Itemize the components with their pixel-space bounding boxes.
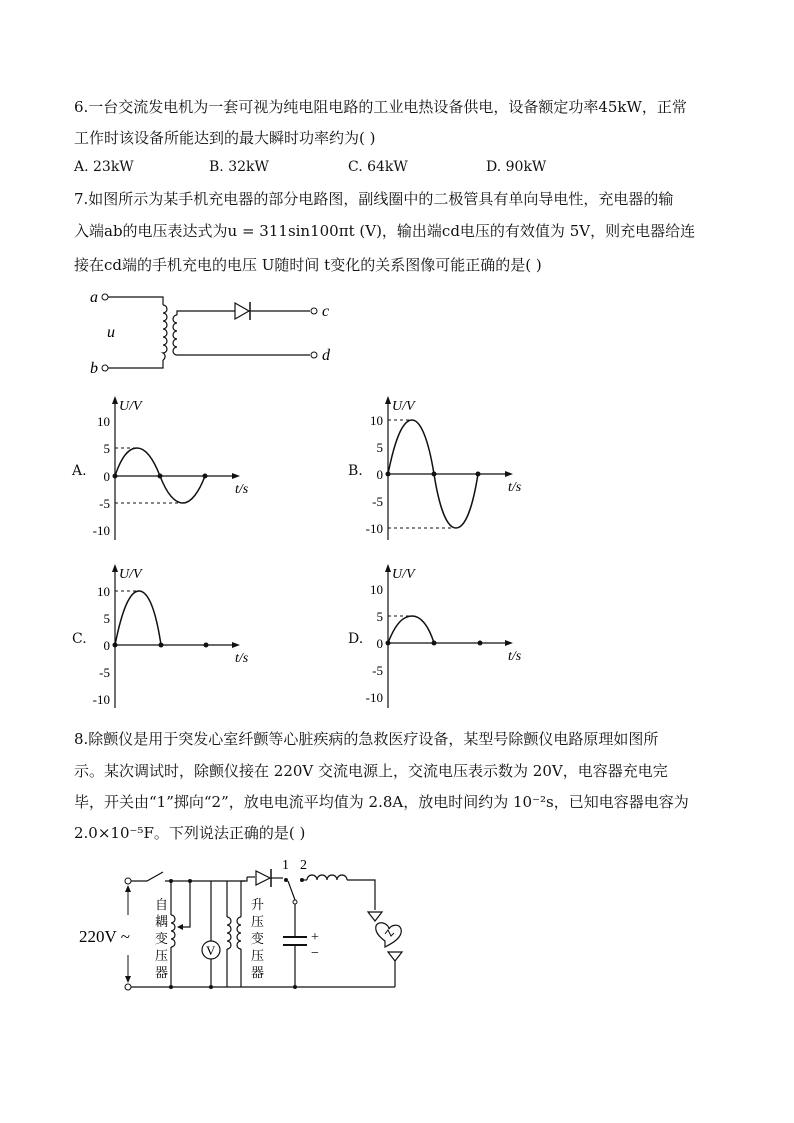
inductor-coil <box>307 875 347 880</box>
q8-line1: 8.除颤仪是用于突发心室纤颤等心脏疾病的急救医疗设备，某型号除颤仪电路原理如图所 <box>74 730 659 748</box>
q8-line4: 2.0×10⁻⁵F。下列说法正确的是( ) <box>74 824 306 842</box>
terminal-b <box>102 365 108 371</box>
graph-b-tick-5: 5 <box>376 440 383 455</box>
q6-option-a: A. 23kW <box>74 159 134 175</box>
svg-text:变: 变 <box>155 931 169 946</box>
input-switch <box>131 872 163 881</box>
terminal-b-label: b <box>90 360 98 377</box>
graph-a <box>85 392 265 547</box>
graph-a-tick-neg5: -5 <box>99 496 110 511</box>
terminal-d <box>311 352 317 358</box>
terminal-a-label: a <box>90 289 98 306</box>
svg-text:耦: 耦 <box>155 914 169 929</box>
svg-text:压: 压 <box>251 948 265 963</box>
graph-b-letter: B. <box>348 463 363 479</box>
q6-option-c: C. 64kW <box>348 159 408 175</box>
svg-text:变: 变 <box>251 931 265 946</box>
graph-c-tick-0: 0 <box>103 638 110 653</box>
graph-a-ylabel: U/V <box>119 399 142 414</box>
step-up-primary-coil <box>227 917 231 949</box>
graph-d-tick-neg10: -10 <box>365 690 383 705</box>
graph-c-xlabel: t/s <box>235 651 249 666</box>
graph-a-tick-neg10: -10 <box>92 523 110 538</box>
switch-pos-1: 1 <box>282 858 289 873</box>
q7-line2: 入端ab的电压表达式为u = 311sin100πt (V)，输出端cd电压的有效值为 5V，则充电器给连 <box>74 222 696 240</box>
svg-text:器: 器 <box>155 965 169 980</box>
q7-line3: 接在cd端的手机充电的电压 U随时间 t变化的关系图像可能正确的是( ) <box>74 256 542 274</box>
graph-d-curve <box>388 616 434 643</box>
q6-option-b: B. 32kW <box>209 159 269 175</box>
graph-c-tick-neg5: -5 <box>99 665 110 680</box>
graph-c-curve <box>115 591 161 645</box>
graph-d-tick-5: 5 <box>376 609 383 624</box>
graph-c <box>85 560 265 715</box>
svg-text:−: − <box>311 946 319 961</box>
switch-pos-2: 2 <box>300 858 307 873</box>
graph-d <box>358 560 538 715</box>
graph-b-xlabel: t/s <box>508 480 522 495</box>
input-voltage-label: u <box>107 324 115 341</box>
graph-c-tick-neg10: -10 <box>92 692 110 707</box>
terminal-d-label: d <box>322 347 330 364</box>
graph-d-xlabel: t/s <box>508 649 522 664</box>
graph-a-tick-0: 0 <box>103 469 110 484</box>
q7-charger-circuit <box>85 285 345 380</box>
graph-b-tick-neg5: -5 <box>372 494 383 509</box>
graph-d-tick-neg5: -5 <box>372 663 383 678</box>
graph-b-ylabel: U/V <box>392 399 415 414</box>
svg-text:压: 压 <box>251 914 265 929</box>
primary-coil <box>163 305 167 360</box>
svg-text:升: 升 <box>251 897 265 912</box>
terminal-c-label: c <box>322 303 330 320</box>
source-label: 220V ~ <box>79 927 130 946</box>
electrode-top-icon <box>368 912 382 921</box>
capacitor-icon <box>283 930 319 961</box>
graph-d-tick-0: 0 <box>376 636 383 651</box>
q8-line3: 毕，开关由“1”掷向“2”，放电电流平均值为 2.8A，放电时间约为 10⁻²s，已知电容器电容为 <box>74 793 689 811</box>
graph-b-tick-0: 0 <box>376 467 383 482</box>
terminal-a <box>102 294 108 300</box>
graph-a-tick-5: 5 <box>103 441 110 456</box>
electrode-bottom-icon <box>388 952 402 961</box>
auto-transformer-label <box>155 897 168 980</box>
q7-line1: 7.如图所示为某手机充电器的部分电路图，副线圈中的二极管具有单向导电性，充电器的输 <box>74 190 674 208</box>
svg-text:压: 压 <box>155 948 169 963</box>
switch-lever <box>288 881 295 900</box>
graph-c-ylabel: U/V <box>119 567 142 582</box>
step-up-secondary-coil <box>237 917 241 949</box>
graph-b-tick-10: 10 <box>370 413 383 428</box>
graph-c-letter: C. <box>72 631 87 647</box>
q6-option-d: D. 90kW <box>486 159 547 175</box>
graph-d-letter: D. <box>348 631 364 647</box>
graph-b <box>358 392 538 547</box>
q6-line1: 6.一台交流发电机为一套可视为纯电阻电路的工业电热设备供电，设备额定功率45kW，正常 <box>74 98 687 116</box>
q8-line2: 示。某次调试时，除颤仪接在 220V 交流电源上，交流电压表示数为 20V，电容器充电完 <box>74 762 668 780</box>
voltmeter-label: V <box>206 943 216 958</box>
terminal-c <box>311 308 317 314</box>
graph-a-letter: A. <box>72 463 87 479</box>
graph-b-tick-neg10: -10 <box>365 521 383 536</box>
graph-d-tick-10: 10 <box>370 582 383 597</box>
graph-a-xlabel: t/s <box>235 482 249 497</box>
heart-icon <box>376 923 402 947</box>
graph-c-tick-5: 5 <box>103 611 110 626</box>
svg-text:器: 器 <box>251 965 265 980</box>
secondary-coil <box>173 315 177 355</box>
diode-icon <box>235 302 250 320</box>
auto-transformer-coil <box>171 915 175 947</box>
step-up-label <box>251 897 264 980</box>
q8-defibrillator-circuit <box>75 855 415 1000</box>
graph-a-tick-10: 10 <box>97 414 110 429</box>
svg-text:自: 自 <box>155 897 169 912</box>
diode-icon <box>256 869 271 887</box>
graph-c-tick-10: 10 <box>97 584 110 599</box>
graph-d-ylabel: U/V <box>392 567 415 582</box>
q6-line2: 工作时该设备所能达到的最大瞬时功率约为( ) <box>74 129 376 147</box>
svg-text:+: + <box>311 930 319 945</box>
